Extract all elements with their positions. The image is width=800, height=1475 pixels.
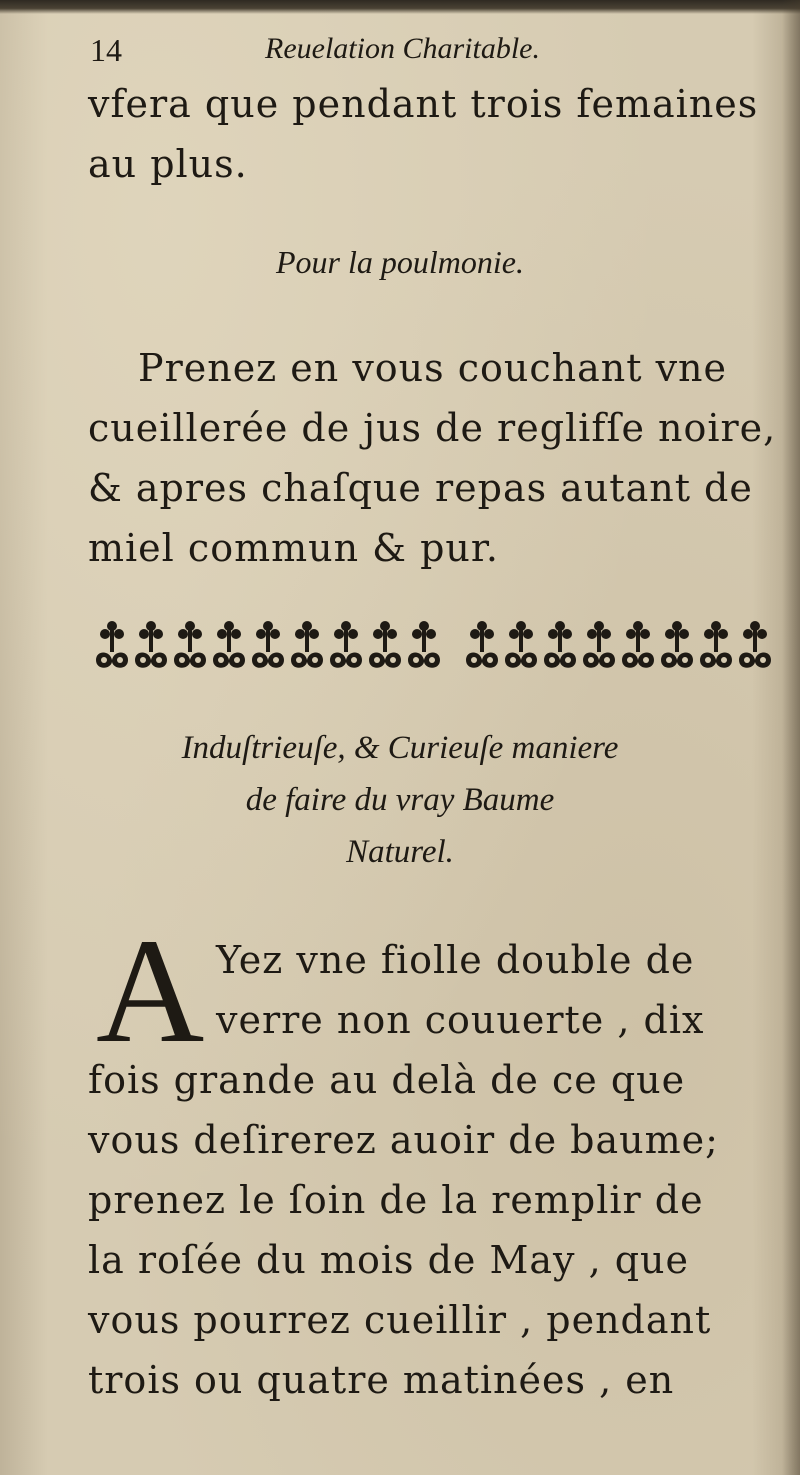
page-top-edge [0,0,800,14]
title-line: Naturel. [346,834,454,870]
text-line: vous deſirerez auoir de baume; [88,1118,719,1162]
text-line: miel commun & pur. [88,526,499,570]
text-line: Yez vne fiolle double de [216,938,695,982]
text-line: verre non couuerte , dix [216,998,705,1042]
drop-cap: A [96,908,205,1074]
text-line: cueillerée de jus de reglifſe noire, [88,406,777,450]
text-line: vfera que pendant trois femaines [88,82,759,126]
page-number: 14 [90,32,122,68]
text-line: fois grande au delà de ce que [88,1058,686,1102]
running-title: Reuelation Charitable. [265,32,540,65]
text-line: prenez le ſoin de la remplir de [88,1178,704,1222]
recipe-paragraph [88,930,778,1410]
running-head [90,28,750,78]
remedy-paragraph [88,338,778,578]
title-line: Induſtrieuſe, & Curieuſe maniere [181,730,619,766]
text-line: au plus. [88,142,248,186]
text-line: vous pourrez cueillir , pendant [88,1298,712,1342]
title-line: de faire du vray Baume [245,782,555,818]
text-line: trois ou quatre matinées , en [88,1358,675,1402]
text-line: & apres chaſque repas autant de [88,466,753,510]
text-line: Prenez en vous couchant vne [138,346,728,390]
fleuron-ornament-band [92,612,778,682]
section-heading: Pour la poulmonie. [276,244,524,280]
text-line: la roſée du mois de May , que [88,1238,690,1282]
recipe-title [0,722,800,878]
continuation-paragraph [88,74,778,194]
